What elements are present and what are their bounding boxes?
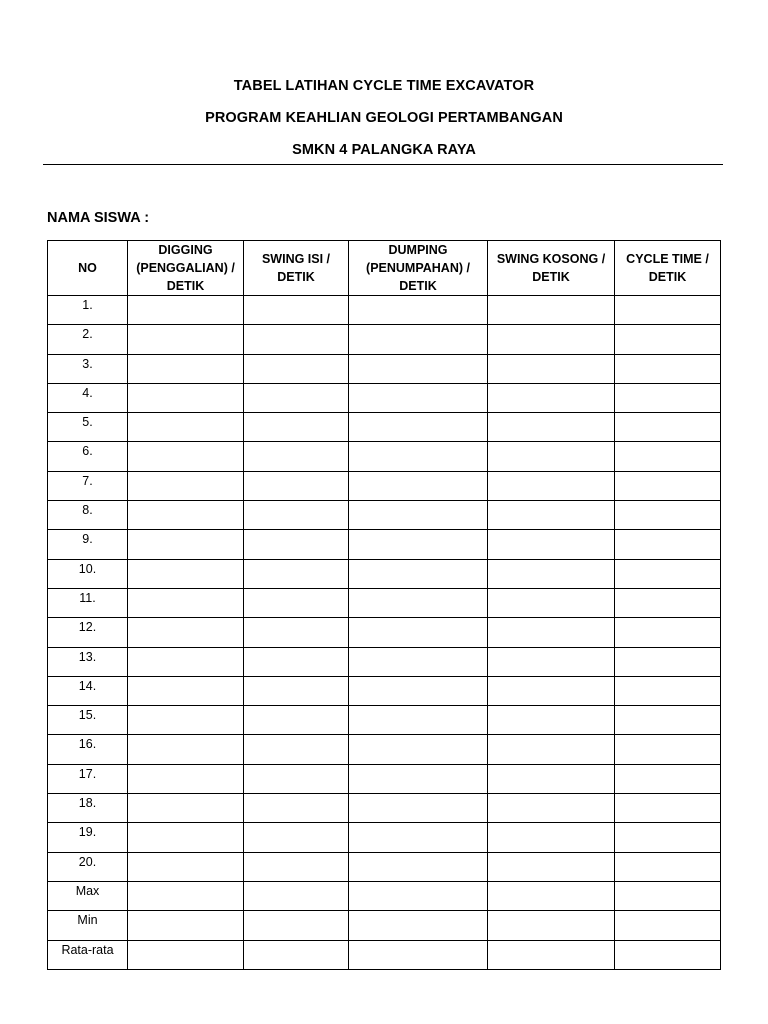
row-number: Rata-rata	[48, 940, 128, 969]
entry-cell[interactable]	[349, 325, 488, 354]
entry-cell[interactable]	[615, 530, 721, 559]
entry-cell[interactable]	[128, 413, 244, 442]
entry-cell[interactable]	[244, 588, 349, 617]
row-number: 3.	[48, 354, 128, 383]
table-row	[48, 823, 721, 852]
entry-cell[interactable]	[615, 354, 721, 383]
entry-cell[interactable]	[488, 413, 615, 442]
table-row	[48, 706, 721, 735]
entry-cell[interactable]	[244, 383, 349, 412]
entry-cell[interactable]	[349, 794, 488, 823]
entry-cell[interactable]	[128, 852, 244, 881]
entry-cell[interactable]	[128, 383, 244, 412]
entry-cell[interactable]	[128, 296, 244, 325]
table-row	[48, 940, 721, 969]
row-number: 18.	[48, 794, 128, 823]
entry-cell[interactable]	[244, 618, 349, 647]
table-row	[48, 296, 721, 325]
entry-cell[interactable]	[349, 823, 488, 852]
program-name: PROGRAM KEAHLIAN GEOLOGI PERTAMBANGAN	[205, 110, 563, 126]
entry-cell[interactable]	[615, 325, 721, 354]
entry-cell[interactable]	[488, 530, 615, 559]
entry-cell[interactable]	[615, 471, 721, 500]
table-body	[48, 296, 721, 970]
column-header: DUMPING (PENUMPAHAN) / DETIK	[349, 241, 488, 296]
entry-cell[interactable]	[349, 588, 488, 617]
column-header: SWING KOSONG / DETIK	[488, 241, 615, 296]
table-row	[48, 911, 721, 940]
row-number: 2.	[48, 325, 128, 354]
entry-cell[interactable]	[244, 413, 349, 442]
table-row	[48, 325, 721, 354]
table-row	[48, 852, 721, 881]
entry-cell[interactable]	[244, 940, 349, 969]
entry-cell[interactable]	[615, 383, 721, 412]
row-number: Max	[48, 881, 128, 910]
row-number: 17.	[48, 764, 128, 793]
entry-cell[interactable]	[244, 881, 349, 910]
entry-cell[interactable]	[244, 442, 349, 471]
table-row	[48, 618, 721, 647]
entry-cell[interactable]	[128, 735, 244, 764]
entry-cell[interactable]	[244, 501, 349, 530]
entry-cell[interactable]	[488, 794, 615, 823]
table-row	[48, 354, 721, 383]
table-row	[48, 881, 721, 910]
entry-cell[interactable]	[615, 764, 721, 793]
entry-cell[interactable]	[488, 501, 615, 530]
entry-cell[interactable]	[615, 940, 721, 969]
entry-cell[interactable]	[128, 354, 244, 383]
entry-cell[interactable]	[128, 559, 244, 588]
row-number: 9.	[48, 530, 128, 559]
entry-cell[interactable]	[488, 325, 615, 354]
table-row	[48, 794, 721, 823]
entry-cell[interactable]	[615, 911, 721, 940]
row-number: 11.	[48, 588, 128, 617]
entry-cell[interactable]	[488, 911, 615, 940]
table-row	[48, 735, 721, 764]
entry-cell[interactable]	[488, 852, 615, 881]
entry-cell[interactable]	[349, 647, 488, 676]
column-header: SWING ISI / DETIK	[244, 241, 349, 296]
entry-cell[interactable]	[128, 501, 244, 530]
column-header: NO	[48, 241, 128, 296]
entry-cell[interactable]	[244, 471, 349, 500]
entry-cell[interactable]	[244, 823, 349, 852]
entry-cell[interactable]	[488, 764, 615, 793]
entry-cell[interactable]	[615, 735, 721, 764]
row-number: 19.	[48, 823, 128, 852]
table-header-row	[48, 241, 721, 296]
table-row	[48, 559, 721, 588]
entry-cell[interactable]	[488, 647, 615, 676]
entry-cell[interactable]	[615, 647, 721, 676]
entry-cell[interactable]	[349, 354, 488, 383]
entry-cell[interactable]	[615, 501, 721, 530]
entry-cell[interactable]	[244, 852, 349, 881]
entry-cell[interactable]	[488, 823, 615, 852]
entry-cell[interactable]	[488, 354, 615, 383]
entry-cell[interactable]	[488, 559, 615, 588]
entry-cell[interactable]	[128, 588, 244, 617]
entry-cell[interactable]	[615, 852, 721, 881]
table-row	[48, 676, 721, 705]
row-number: Min	[48, 911, 128, 940]
row-number: 7.	[48, 471, 128, 500]
entry-cell[interactable]	[488, 618, 615, 647]
entry-cell[interactable]	[349, 471, 488, 500]
entry-cell[interactable]	[615, 296, 721, 325]
entry-cell[interactable]	[244, 559, 349, 588]
column-header: DIGGING (PENGGALIAN) / DETIK	[128, 241, 244, 296]
entry-cell[interactable]	[349, 618, 488, 647]
row-number: 12.	[48, 618, 128, 647]
entry-cell[interactable]	[349, 383, 488, 412]
entry-cell[interactable]	[349, 764, 488, 793]
entry-cell[interactable]	[615, 706, 721, 735]
school-name: SMKN 4 PALANGKA RAYA	[292, 142, 476, 158]
entry-cell[interactable]	[244, 735, 349, 764]
row-number: 16.	[48, 735, 128, 764]
entry-cell[interactable]	[244, 794, 349, 823]
cycle-time-table	[47, 240, 721, 970]
table-row	[48, 764, 721, 793]
student-name-label: NAMA SISWA :	[47, 210, 150, 226]
entry-cell[interactable]	[488, 881, 615, 910]
table-row	[48, 501, 721, 530]
entry-cell[interactable]	[128, 530, 244, 559]
row-number: 20.	[48, 852, 128, 881]
entry-cell[interactable]	[128, 471, 244, 500]
entry-cell[interactable]	[128, 940, 244, 969]
entry-cell[interactable]	[615, 823, 721, 852]
table-row	[48, 413, 721, 442]
entry-cell[interactable]	[349, 881, 488, 910]
table-row	[48, 442, 721, 471]
entry-cell[interactable]	[244, 706, 349, 735]
entry-cell[interactable]	[244, 530, 349, 559]
entry-cell[interactable]	[488, 735, 615, 764]
entry-cell[interactable]	[615, 618, 721, 647]
entry-cell[interactable]	[128, 442, 244, 471]
entry-cell[interactable]	[244, 325, 349, 354]
document-title: TABEL LATIHAN CYCLE TIME EXCAVATOR	[233, 78, 535, 94]
entry-cell[interactable]	[349, 530, 488, 559]
row-number: 10.	[48, 559, 128, 588]
entry-cell[interactable]	[349, 676, 488, 705]
entry-cell[interactable]	[615, 413, 721, 442]
entry-cell[interactable]	[615, 559, 721, 588]
entry-cell[interactable]	[488, 471, 615, 500]
entry-cell[interactable]	[128, 823, 244, 852]
entry-cell[interactable]	[488, 706, 615, 735]
table-row	[48, 588, 721, 617]
entry-cell[interactable]	[349, 735, 488, 764]
entry-cell[interactable]	[349, 442, 488, 471]
entry-cell[interactable]	[615, 588, 721, 617]
entry-cell[interactable]	[349, 559, 488, 588]
entry-cell[interactable]	[615, 676, 721, 705]
entry-cell[interactable]	[244, 764, 349, 793]
row-number: 14.	[48, 676, 128, 705]
entry-cell[interactable]	[349, 852, 488, 881]
entry-cell[interactable]	[488, 676, 615, 705]
entry-cell[interactable]	[128, 706, 244, 735]
entry-cell[interactable]	[128, 911, 244, 940]
entry-cell[interactable]	[244, 647, 349, 676]
entry-cell[interactable]	[349, 911, 488, 940]
table-row	[48, 530, 721, 559]
entry-cell[interactable]	[615, 794, 721, 823]
row-number: 15.	[48, 706, 128, 735]
row-number: 4.	[48, 383, 128, 412]
entry-cell[interactable]	[488, 296, 615, 325]
entry-cell[interactable]	[349, 940, 488, 969]
row-number: 13.	[48, 647, 128, 676]
entry-cell[interactable]	[244, 296, 349, 325]
entry-cell[interactable]	[128, 325, 244, 354]
entry-cell[interactable]	[244, 354, 349, 383]
entry-cell[interactable]	[244, 676, 349, 705]
entry-cell[interactable]	[128, 676, 244, 705]
entry-cell[interactable]	[349, 296, 488, 325]
row-number: 5.	[48, 413, 128, 442]
header-divider	[43, 164, 723, 165]
entry-cell[interactable]	[488, 442, 615, 471]
entry-cell[interactable]	[244, 911, 349, 940]
row-number: 8.	[48, 501, 128, 530]
row-number: 6.	[48, 442, 128, 471]
column-header: CYCLE TIME / DETIK	[615, 241, 721, 296]
entry-cell[interactable]	[349, 413, 488, 442]
entry-cell[interactable]	[488, 940, 615, 969]
entry-cell[interactable]	[615, 442, 721, 471]
entry-cell[interactable]	[349, 706, 488, 735]
entry-cell[interactable]	[128, 618, 244, 647]
entry-cell[interactable]	[128, 794, 244, 823]
entry-cell[interactable]	[128, 647, 244, 676]
entry-cell[interactable]	[349, 501, 488, 530]
entry-cell[interactable]	[128, 764, 244, 793]
table-row	[48, 647, 721, 676]
entry-cell[interactable]	[488, 588, 615, 617]
table-row	[48, 383, 721, 412]
entry-cell[interactable]	[128, 881, 244, 910]
table-row	[48, 471, 721, 500]
entry-cell[interactable]	[488, 383, 615, 412]
entry-cell[interactable]	[615, 881, 721, 910]
row-number: 1.	[48, 296, 128, 325]
